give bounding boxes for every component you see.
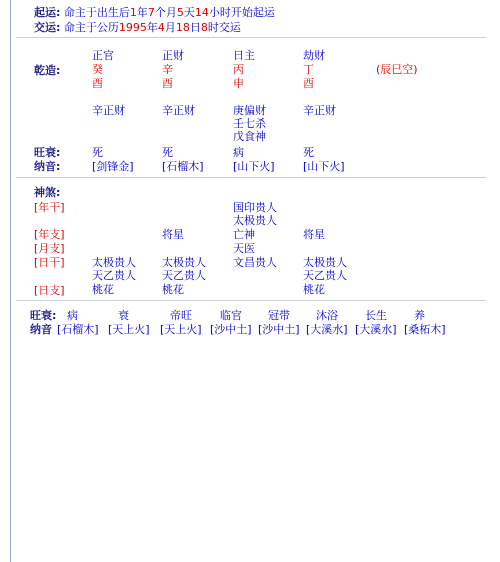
qiyun-text: 小时开始起运 (208, 6, 275, 19)
jiaoyun-month: 4 (157, 21, 165, 34)
wangshuai-value: 死 (92, 146, 103, 159)
dayun-nayin: [沙中土] (210, 323, 252, 336)
pillar-zhi: 申 (233, 77, 244, 90)
jiaoyun-label: 交运: (34, 21, 61, 34)
dayun-nayin: [沙中土] (258, 323, 300, 336)
jiaoyun-text: 时交运 (207, 21, 241, 34)
pillar-gan: 辛 (162, 63, 173, 76)
dayun-wang: 长生 (365, 309, 387, 322)
pillar-shishen: 劫财 (303, 49, 325, 62)
pillar-zhi: 酉 (162, 77, 173, 90)
jiaoyun-text: 日 (189, 21, 201, 34)
shensha-item: 天乙贵人 (92, 269, 136, 282)
dayun-nayin: [大溪水] (355, 323, 397, 336)
bazi-panel (10, 0, 500, 562)
canggan: 壬七杀 (233, 117, 266, 130)
pillar-shishen: 正官 (92, 49, 114, 62)
shensha-item: 太极贵人 (233, 214, 277, 227)
dayun-nayin: [天上火] (160, 323, 202, 336)
shensha-item: 太极贵人 (162, 256, 206, 269)
dayun-nayin: [天上火] (108, 323, 150, 336)
qiyun-text: 天 (183, 6, 195, 19)
shensha-item: 桃花 (92, 283, 114, 296)
shensha-title: 神煞: (34, 186, 61, 199)
dayun-nayin-label: 纳音 (30, 323, 52, 336)
canggan: 辛正财 (92, 104, 125, 117)
dayun-wang: 病 (67, 309, 78, 322)
nayin-value: [剑锋金] (92, 160, 134, 173)
wangshuai-value: 死 (162, 146, 173, 159)
dayun-nayin: [石榴木] (57, 323, 99, 336)
shensha-item: 国印贵人 (233, 201, 277, 214)
jiaoyun-text: 年 (146, 21, 158, 34)
shensha-item: 天医 (233, 242, 255, 255)
pillar-zhi: 酉 (92, 77, 103, 90)
dayun-nayin: [大溪水] (306, 323, 348, 336)
shensha-item: 天乙贵人 (162, 269, 206, 282)
dayun-nayin: [桑柘木] (404, 323, 446, 336)
dayun-wang: 沐浴 (316, 309, 338, 322)
jiaoyun-year: 1995 (118, 21, 147, 34)
shensha-row-label: [日支] (34, 284, 65, 297)
nayin-value: [山下火] (303, 160, 345, 173)
qiyun-text: 年 (136, 6, 148, 19)
jiaoyun-line (34, 21, 241, 34)
shensha-item: 文昌贵人 (233, 256, 277, 269)
pillar-shishen: 日主 (233, 49, 255, 62)
dayun-wang: 衰 (118, 309, 129, 322)
qianzao-label: 乾造: (34, 64, 61, 77)
jiaoyun-hour: 8 (200, 21, 208, 34)
shensha-item: 太极贵人 (303, 256, 347, 269)
qiyun-text: 命主于出生后 (63, 6, 130, 19)
pillar-shishen: 正财 (162, 49, 184, 62)
shensha-item: 桃花 (162, 283, 184, 296)
divider (16, 37, 486, 38)
jiaoyun-day: 18 (175, 21, 190, 34)
divider (16, 177, 486, 178)
shensha-row-label: [日干] (34, 256, 65, 269)
canggan: 庚偏财 (233, 104, 266, 117)
canggan: 辛正财 (162, 104, 195, 117)
canggan: 戊食神 (233, 130, 266, 143)
qiyun-days: 5 (176, 6, 184, 19)
jiaoyun-text: 月 (164, 21, 176, 34)
dayun-wang: 养 (414, 309, 425, 322)
canggan: 辛正财 (303, 104, 336, 117)
shensha-item: 太极贵人 (92, 256, 136, 269)
dayun-wang-label: 旺衰: (30, 309, 57, 322)
qiyun-line (34, 6, 275, 19)
qiyun-hours: 14 (194, 6, 209, 19)
shensha-item: 天乙贵人 (303, 269, 347, 282)
qiyun-label: 起运: (34, 6, 61, 19)
nayin-label: 纳音: (34, 160, 61, 173)
shensha-item: 将星 (303, 228, 325, 241)
shensha-item: 将星 (162, 228, 184, 241)
wangshuai-label: 旺衰: (34, 146, 61, 159)
shensha-item: 桃花 (303, 283, 325, 296)
pillar-gan: 丁 (303, 63, 314, 76)
dayun-wang: 临官 (220, 309, 242, 322)
pillar-gan: 丙 (233, 63, 244, 76)
kongwang: (辰巳空) (376, 63, 418, 76)
qiyun-months: 7 (147, 6, 155, 19)
shensha-item: 亡神 (233, 228, 255, 241)
shensha-row-label: [年干] (34, 201, 65, 214)
nayin-value: [石榴木] (162, 160, 204, 173)
dayun-wang: 帝旺 (170, 309, 192, 322)
wangshuai-value: 死 (303, 146, 314, 159)
divider (16, 300, 486, 301)
nayin-value: [山下火] (233, 160, 275, 173)
wangshuai-value: 病 (233, 146, 244, 159)
shensha-row-label: [月支] (34, 242, 65, 255)
qiyun-text: 个月 (154, 6, 177, 19)
qiyun-years: 1 (129, 6, 137, 19)
dayun-wang: 冠带 (268, 309, 290, 322)
shensha-row-label: [年支] (34, 228, 65, 241)
pillar-zhi: 酉 (303, 77, 314, 90)
jiaoyun-text: 命主于公历 (63, 21, 119, 34)
pillar-gan: 癸 (92, 63, 103, 76)
